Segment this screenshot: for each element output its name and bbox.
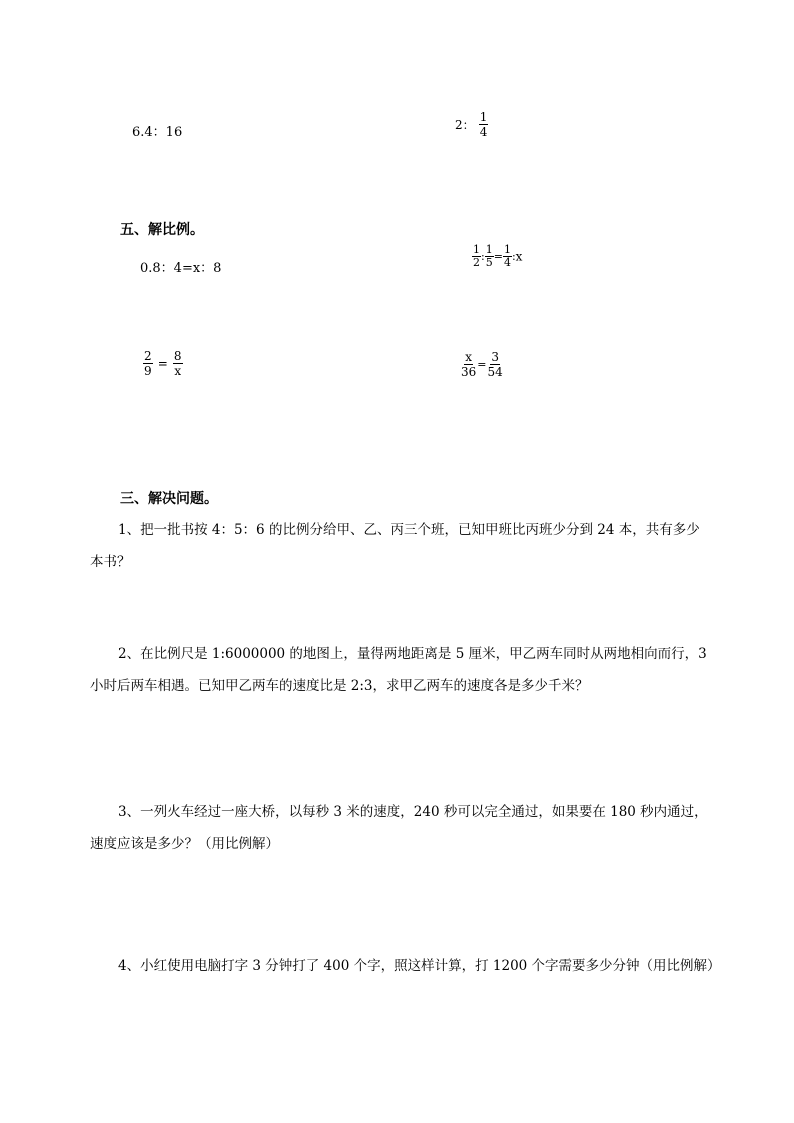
eq3-right-numerator: 8 <box>173 349 182 363</box>
eq2-a-denominator: 2 <box>473 256 480 269</box>
eq2-a-numerator: 1 <box>473 243 480 256</box>
eq4-right-numerator: 3 <box>491 350 499 364</box>
problem-2: 2、在比例尺是 1:6000000 的地图上，量得两地距离是 5 厘米，甲乙两车同时从两地相向而行，3 小时后两车相遇。已知甲乙两车的速度比是 2:3，求甲乙两车的速度各是多少千米？ <box>90 646 707 694</box>
eq2-fraction-c <box>503 244 512 269</box>
eq2-fraction-b <box>485 244 494 269</box>
eq4-equals: = <box>477 358 487 371</box>
eq2-colon-1: : <box>481 250 485 263</box>
eq2-equals: = <box>493 250 503 263</box>
eq2-colon-2: : <box>511 250 516 263</box>
eq2-fraction-a <box>472 244 481 269</box>
ratio-item-right <box>455 110 488 139</box>
equation-2 <box>472 244 522 269</box>
eq3-fraction-left <box>143 349 153 378</box>
problem-1: 1、把一批书按 4：5：6 的比例分给甲、乙、丙三个班，已知甲班比丙班少分到 24 本，共有多少本书？ <box>90 522 700 570</box>
fraction-denominator: 4 <box>479 125 488 139</box>
eq3-left-denominator: 9 <box>144 364 152 378</box>
eq3-equals: = <box>157 356 168 371</box>
fraction-numerator: 1 <box>479 110 488 124</box>
eq4-left-denominator: 36 <box>461 365 477 379</box>
eq2-b-numerator: 1 <box>485 243 493 256</box>
equation-4 <box>460 350 504 379</box>
section-three-heading: 三、解决问题。 <box>120 491 218 507</box>
eq3-left-numerator: 2 <box>144 349 152 363</box>
eq3-fraction-right <box>173 349 183 378</box>
eq2-variable: x <box>515 249 523 264</box>
eq4-right-denominator: 54 <box>487 365 503 379</box>
equation-3 <box>143 349 183 378</box>
eq2-b-denominator: 5 <box>485 256 493 269</box>
fraction-one-quarter <box>479 110 489 139</box>
eq2-c-denominator: 4 <box>503 256 511 269</box>
ratio-right-lead: 2： <box>455 118 475 132</box>
eq2-c-numerator: 1 <box>503 243 511 256</box>
equation-1: 0.8：4=x：8 <box>140 261 222 276</box>
eq4-left-numerator: x <box>465 350 473 364</box>
problem-3: 3、一列火车经过一座大桥，以每秒 3 米的速度，240 秒可以完全通过，如果要在 180 秒内通过，速度应该是多少？（用比例解） <box>90 804 708 852</box>
problem-4: 4、小红使用电脑打字 3 分钟打了 400 个字，照这样计算，打 1200 个字需要多少分钟（用比例解） <box>118 958 721 974</box>
section-five-heading: 五、解比例。 <box>120 222 204 238</box>
eq3-right-denominator: x <box>174 364 182 378</box>
eq4-fraction-left <box>460 350 477 379</box>
eq4-fraction-right <box>487 350 504 379</box>
ratio-item-left: 6.4：16 <box>132 125 183 140</box>
